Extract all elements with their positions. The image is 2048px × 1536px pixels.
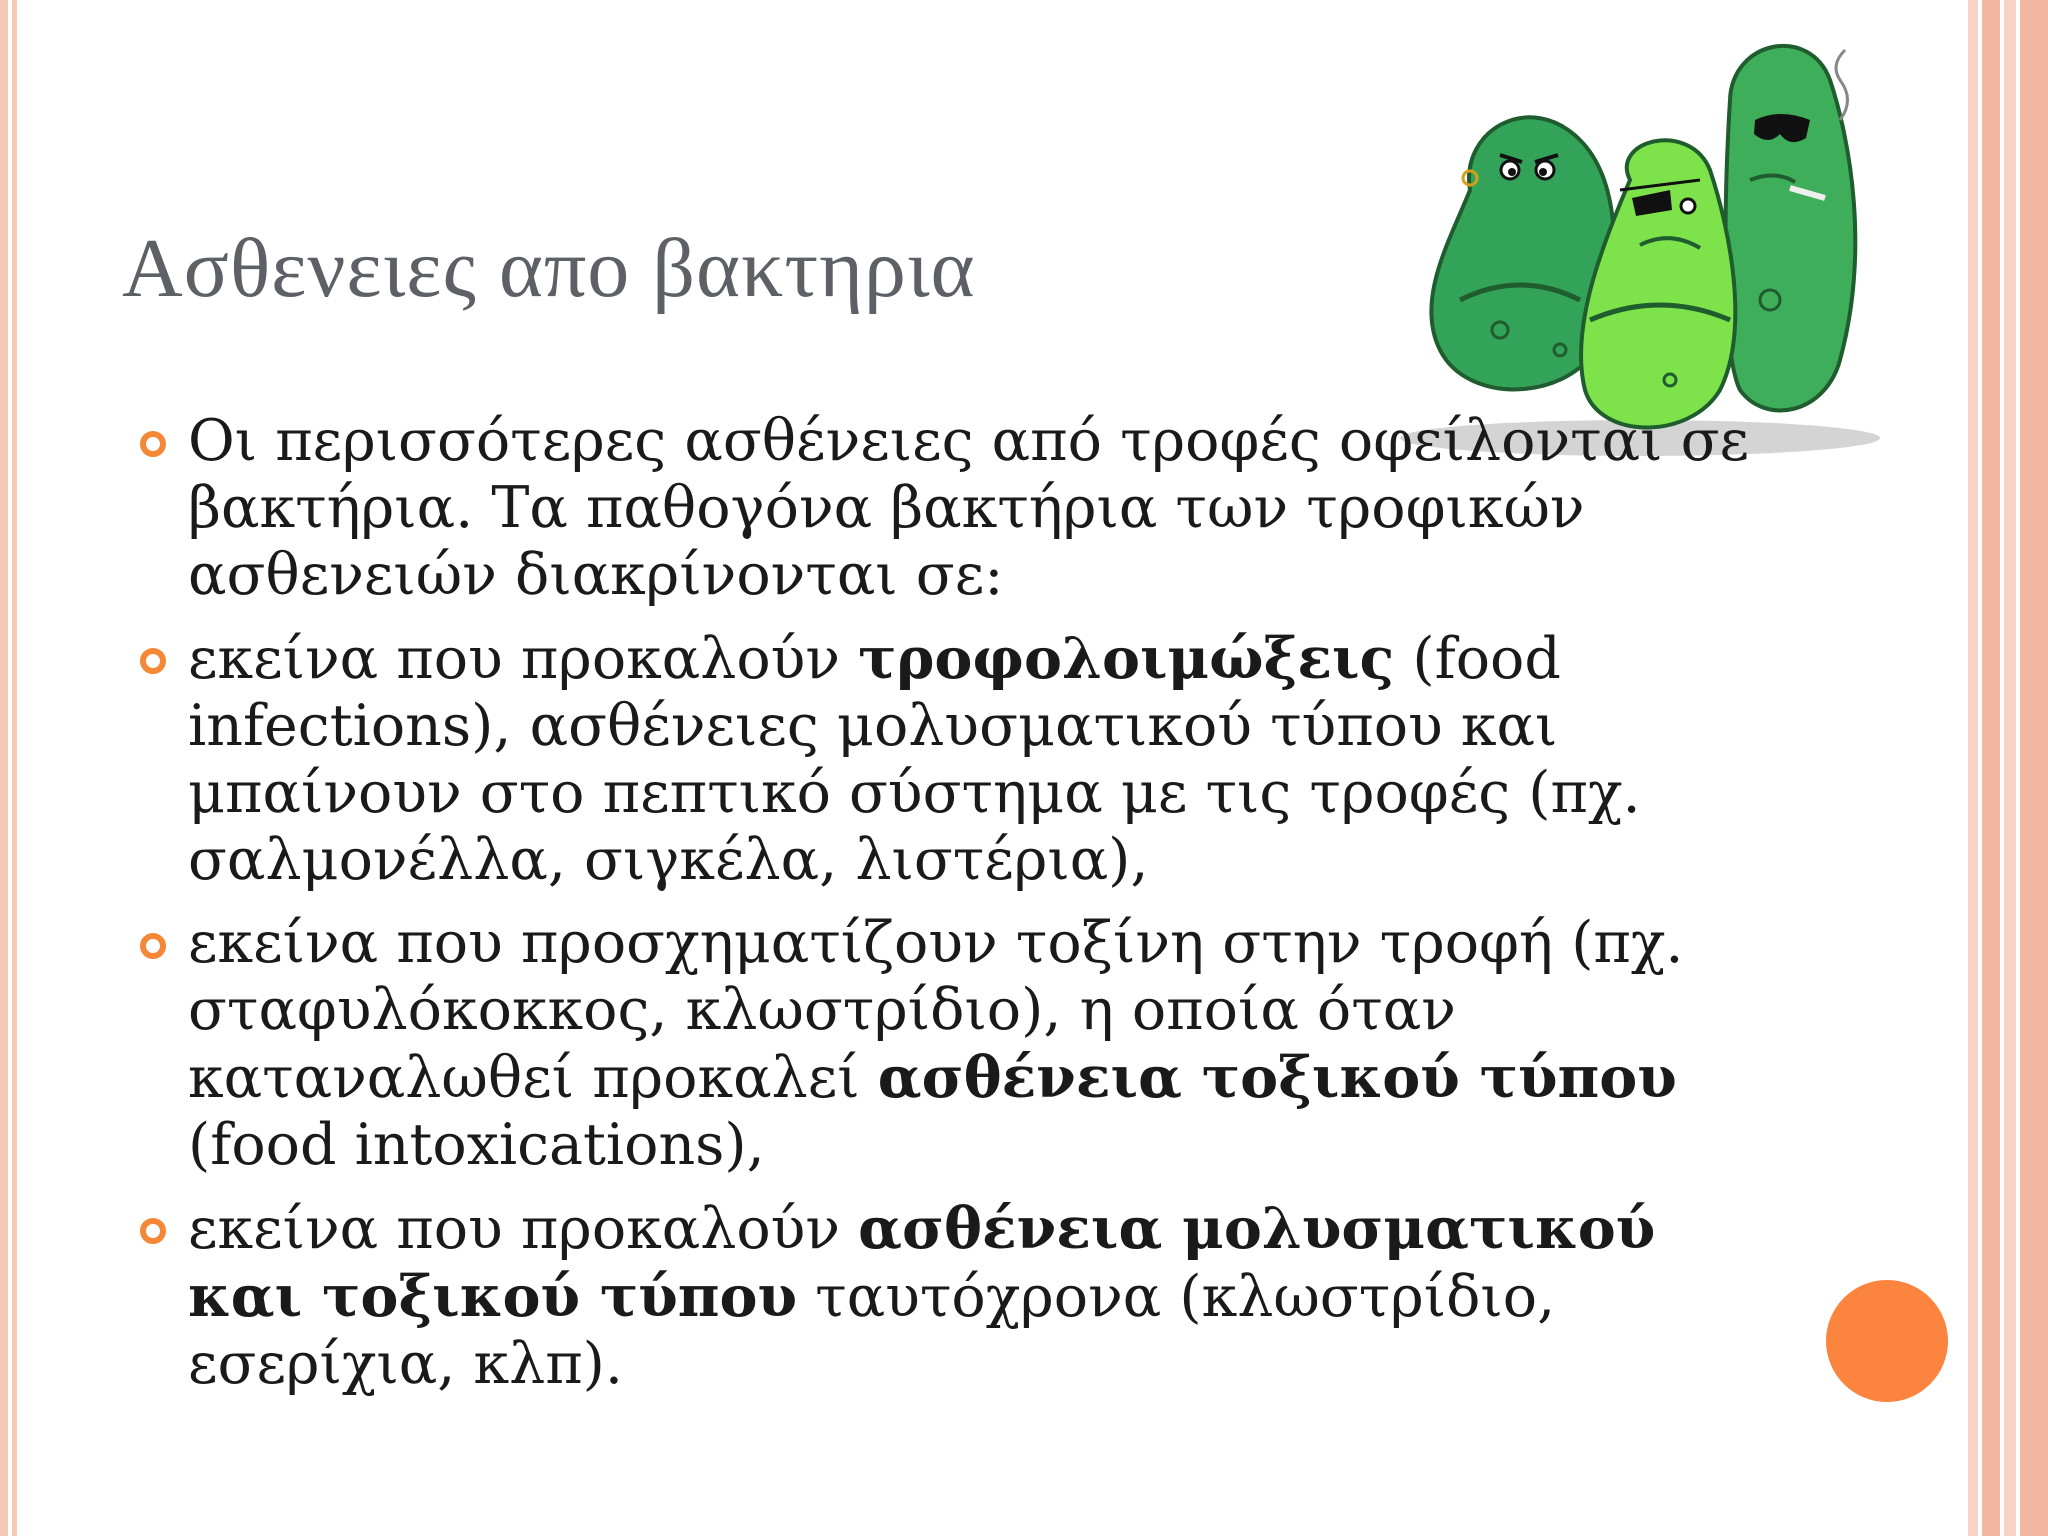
bullet-item xyxy=(140,1195,1780,1398)
bullet-text-after: ταυτόχρονα (κλωστρίδιο, εσερίχια, κλπ). xyxy=(188,1264,1556,1397)
right-border-stripe-2 xyxy=(1982,0,2000,1536)
bullet-marker-icon xyxy=(140,431,166,457)
orange-dot-decoration xyxy=(1826,1280,1948,1402)
bullet-marker-icon xyxy=(140,1218,166,1244)
bullet-text-bold: ασθένεια μολυσματικού και τοξικού τύπου xyxy=(188,1195,1656,1330)
right-border-stripe-3 xyxy=(2004,0,2016,1536)
bullet-list xyxy=(140,408,1780,1414)
right-border-stripe-1 xyxy=(1968,0,1978,1536)
right-border-stripe-4 xyxy=(2020,0,2048,1536)
left-border-stripe xyxy=(0,0,8,1536)
bullet-text-before: εκείνα που προσχηματίζουν τοξίνη στην τροφή (πχ. σταφυλόκοκκος, κλωστρίδιο), η οποία όταν καταναλωθεί προκαλεί xyxy=(188,910,1684,1111)
slide-title xyxy=(122,220,976,317)
bullet-text-after: (food infections), ασθένειες μολυσματικού τύπου και μπαίνουν στο πεπτικό σύστημα με τις τροφές (πχ. σαλμονέλλα, σιγκέλα, λιστέρια), xyxy=(188,626,1641,893)
left-border-stripe-inner xyxy=(12,0,17,1536)
bullet-marker-icon xyxy=(140,933,166,959)
bullet-item xyxy=(140,408,1780,609)
bullet-text-before: εκείνα που προκαλούν xyxy=(188,626,859,692)
bullet-text-after: (food intoxications), xyxy=(188,1112,765,1178)
bullet-item xyxy=(140,910,1780,1179)
cartoon-bacteria-icon xyxy=(1370,30,1890,470)
bullet-text-bold: τροφολοιμώξεις xyxy=(858,625,1395,692)
bullet-marker-icon xyxy=(140,648,166,674)
bullet-text-before: εκείνα που προκαλούν xyxy=(188,1196,859,1262)
bullet-item xyxy=(140,625,1780,894)
bullet-text: Οι περισσότερες ασθένειες από τροφές οφείλονται σε βακτήρια. Τα παθογόνα βακτήρια των τροφικών ασθενειών διακρίνονται σε: xyxy=(188,408,1750,608)
title-text: Ασθενειες απο βακτηρια xyxy=(122,222,976,315)
bullet-text-bold: ασθένεια τοξικού τύπου xyxy=(877,1044,1677,1111)
